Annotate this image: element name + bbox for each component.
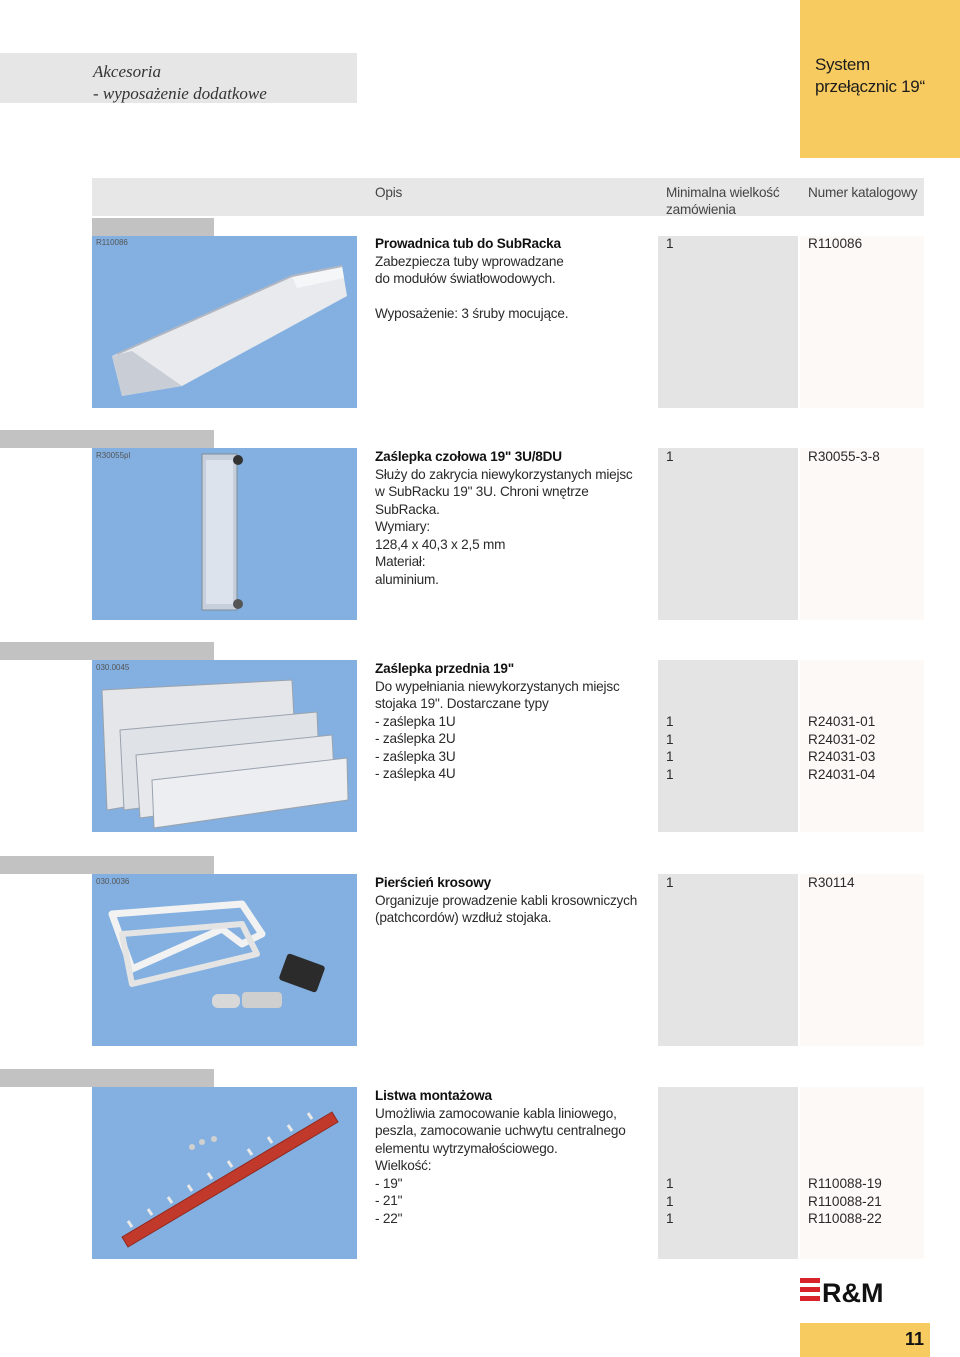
row1-qty-column — [658, 236, 798, 408]
row1-catalog: R110086 — [808, 236, 863, 251]
blanking-panels-illustration — [92, 660, 357, 832]
row5-title: Listwa montażowa — [375, 1088, 492, 1103]
row2-image-code: R30055pl — [96, 451, 131, 460]
page-number-box — [800, 1323, 930, 1357]
row1-description: Prowadnica tub do SubRacka Zabezpiecza tuby wprowadzane do modułów światłowodowych. Wyposażenie: 3 śruby mocujące. — [375, 235, 655, 323]
row4-qty-column — [658, 874, 798, 1046]
product-image-guide-rail — [92, 236, 357, 408]
brand-name: R&M — [822, 1278, 884, 1305]
col-head-description: Opis — [375, 185, 403, 200]
row5-qty-column — [658, 1087, 798, 1259]
row4-image-code: 030.0036 — [96, 877, 130, 886]
guide-rail-illustration — [92, 236, 357, 408]
row2-qty-column — [658, 448, 798, 620]
row4-catalog-column — [800, 874, 924, 1046]
col-head-catalog: Numer katalogowy — [808, 185, 918, 200]
section-title-line1: Akcesoria — [93, 62, 161, 81]
row5-catalog-list: R110088-19 R110088-21 R110088-22 — [808, 1176, 882, 1226]
mounting-strip-illustration — [92, 1087, 357, 1259]
row2-qty: 1 — [666, 449, 674, 464]
row2-catalog: R30055-3-8 — [808, 449, 880, 464]
row4-catalog: R30114 — [808, 875, 855, 890]
row4-title: Pierścień krosowy — [375, 875, 491, 890]
table-header-tab — [92, 218, 214, 236]
row1-qty: 1 — [666, 236, 674, 251]
page-number: 11 — [904, 1329, 924, 1349]
section-header-left — [0, 53, 357, 103]
row2-title: Zaślepka czołowa 19" 3U/8DU — [375, 449, 562, 464]
chapter-title-line2: przełącznic 19“ — [815, 77, 925, 96]
front-cover-illustration — [92, 448, 357, 620]
product-image-front-cover — [92, 448, 357, 620]
brand-logo — [800, 1275, 900, 1305]
product-image-mounting-strip — [92, 1087, 357, 1259]
row1-catalog-column — [800, 236, 924, 408]
chapter-title-line1: System — [815, 55, 870, 74]
row3-tab — [0, 642, 214, 660]
row5-qty-list: 1 1 1 — [666, 1176, 674, 1226]
row1-image-code: R110086 — [96, 238, 128, 247]
brand-logo-mark — [800, 1275, 900, 1305]
row4-description: Pierścień krosowy Organizuje prowadzenie kabli krosowniczych (patchcordów) wzdłuż stojaka. — [375, 874, 655, 927]
col-head-min-order: Minimalna wielkość zamówienia — [666, 185, 780, 217]
row3-image-code: 030.0045 — [96, 663, 130, 672]
row2-description: Zaślepka czołowa 19" 3U/8DU Służy do zakrycia niewykorzystanych miejsc w SubRacku 19" 3U. Chroni wnętrze SubRacka. Wymiary: 128,4 x 40,3 x 2,5 mm Materiał: aluminium. — [375, 448, 655, 588]
chapter-header-right — [800, 0, 960, 158]
row5-tab — [0, 1069, 214, 1087]
product-image-blanking-panels — [92, 660, 357, 832]
row1-title: Prowadnica tub do SubRacka — [375, 236, 561, 251]
section-title-line2: - wyposażenie dodatkowe — [93, 84, 267, 103]
patch-ring-illustration — [92, 874, 357, 1046]
row3-qty-column — [658, 660, 798, 832]
row4-tab — [0, 856, 214, 874]
row2-tab — [0, 430, 214, 448]
row3-description: Zaślepka przednia 19" Do wypełniania niewykorzystanych miejsc stojaka 19". Dostarczane typy - zaślepka 1U - zaślepka 2U - zaślepka 3U - zaślepka 4U — [375, 660, 655, 783]
row3-catalog-list: R24031-01 R24031-02 R24031-03 R24031-04 — [808, 714, 876, 782]
product-image-patch-ring — [92, 874, 357, 1046]
row5-catalog-column — [800, 1087, 924, 1259]
row4-qty: 1 — [666, 875, 674, 890]
row5-description: Listwa montażowa Umożliwia zamocowanie kabla liniowego, peszla, zamocowanie uchwytu centralnego elementu wytrzymałościowego. Wielkość: - 19" - 21" - 22" — [375, 1087, 655, 1227]
row3-title: Zaślepka przednia 19" — [375, 661, 514, 676]
row2-catalog-column — [800, 448, 924, 620]
row3-qty-list: 1 1 1 1 — [666, 714, 674, 782]
